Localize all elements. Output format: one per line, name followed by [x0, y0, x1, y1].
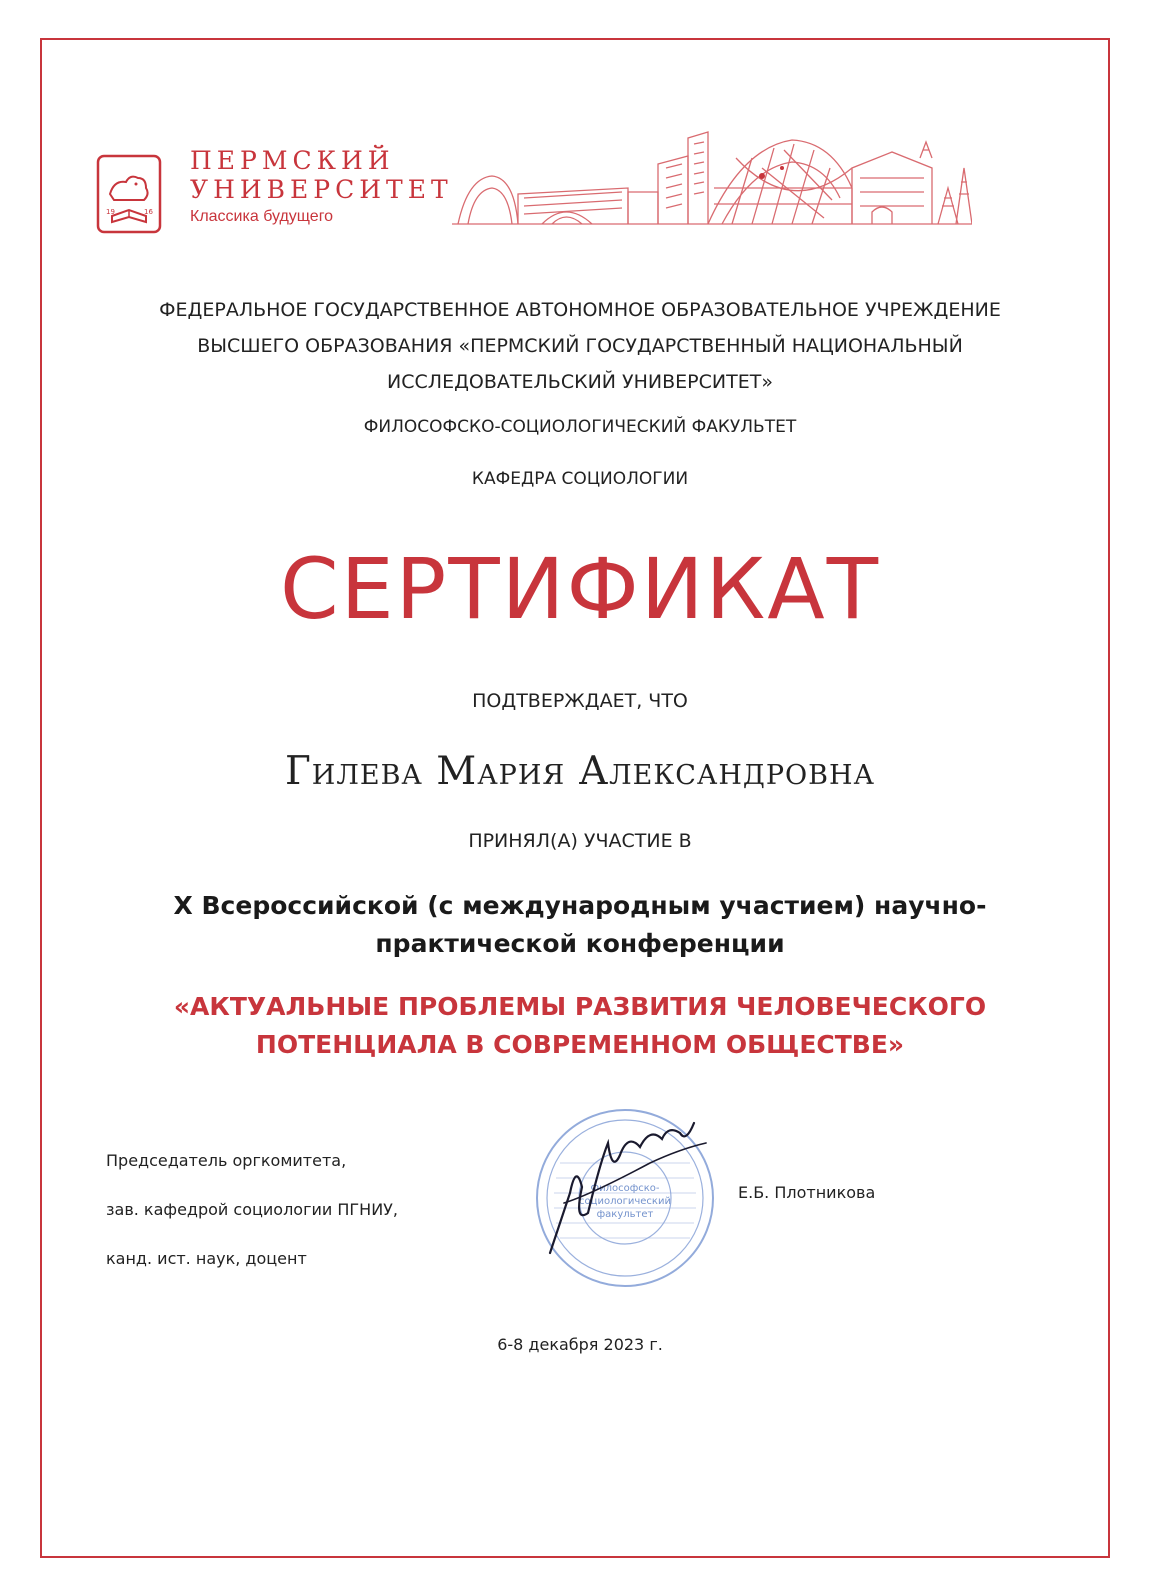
signatory-role	[106, 1136, 398, 1283]
emblem-year-right: 16	[144, 208, 153, 216]
conference-description	[0, 887, 1160, 963]
signatory-role-line2: зав. кафедрой социологии ПГНИУ,	[106, 1200, 398, 1219]
conference-line2: практической конференции	[375, 929, 785, 958]
university-name-line2: УНИВЕРСИТЕТ	[190, 175, 453, 204]
university-name-line1: ПЕРМСКИЙ	[190, 146, 395, 175]
signatory-role-line1: Председатель оргкомитета,	[106, 1151, 347, 1170]
institution-name	[0, 292, 1160, 400]
institution-line3: ИССЛЕДОВАТЕЛЬСКИЙ УНИВЕРСИТЕТ»	[387, 371, 773, 393]
certificate-border	[40, 38, 1110, 1558]
conference-title-line1: «АКТУАЛЬНЫЕ ПРОБЛЕМЫ РАЗВИТИЯ ЧЕЛОВЕЧЕСКОГО	[173, 992, 987, 1021]
campus-skyline-illustration	[452, 128, 972, 228]
confirms-text: ПОДТВЕРЖДАЕТ, ЧТО	[472, 690, 688, 712]
emblem-year-left: 19	[106, 208, 115, 216]
university-slogan: Классика будущего	[190, 208, 334, 225]
institution-line1: ФЕДЕРАЛЬНОЕ ГОСУДАРСТВЕННОЕ АВТОНОМНОЕ ОБРАЗОВАТЕЛЬНОЕ УЧРЕЖДЕНИЕ	[159, 299, 1001, 321]
participation-text: ПРИНЯЛ(А) УЧАСТИЕ В	[468, 830, 692, 852]
recipient-name: Гилева Мария Александровна	[284, 749, 875, 794]
svg-text:Философско-: Философско-	[590, 1183, 660, 1194]
svg-text:факультет: факультет	[596, 1209, 654, 1220]
institution-line2: ВЫСШЕГО ОБРАЗОВАНИЯ «ПЕРМСКИЙ ГОСУДАРСТВЕННЫЙ НАЦИОНАЛЬНЫЙ	[197, 335, 963, 357]
faculty-name: ФИЛОСОФСКО-СОЦИОЛОГИЧЕСКИЙ ФАКУЛЬТЕТ	[363, 417, 797, 437]
university-emblem-icon	[96, 154, 162, 234]
signatory-role-line3: канд. ист. наук, доцент	[106, 1249, 307, 1268]
certificate-title: СЕРТИФИКАТ	[279, 540, 881, 638]
department-name: КАФЕДРА СОЦИОЛОГИИ	[471, 469, 689, 489]
signer-name: Е.Б. Плотникова	[738, 1183, 876, 1202]
svg-text:социологический: социологический	[579, 1196, 671, 1207]
conference-title	[0, 988, 1160, 1064]
event-date: 6-8 декабря 2023 г.	[497, 1335, 663, 1354]
conference-title-line2: ПОТЕНЦИАЛА В СОВРЕМЕННОМ ОБЩЕСТВЕ»	[255, 1030, 905, 1059]
university-name	[190, 146, 453, 204]
official-stamp-icon	[530, 1103, 720, 1293]
conference-line1: X Всероссийской (с международным участием) научно-	[173, 891, 987, 920]
